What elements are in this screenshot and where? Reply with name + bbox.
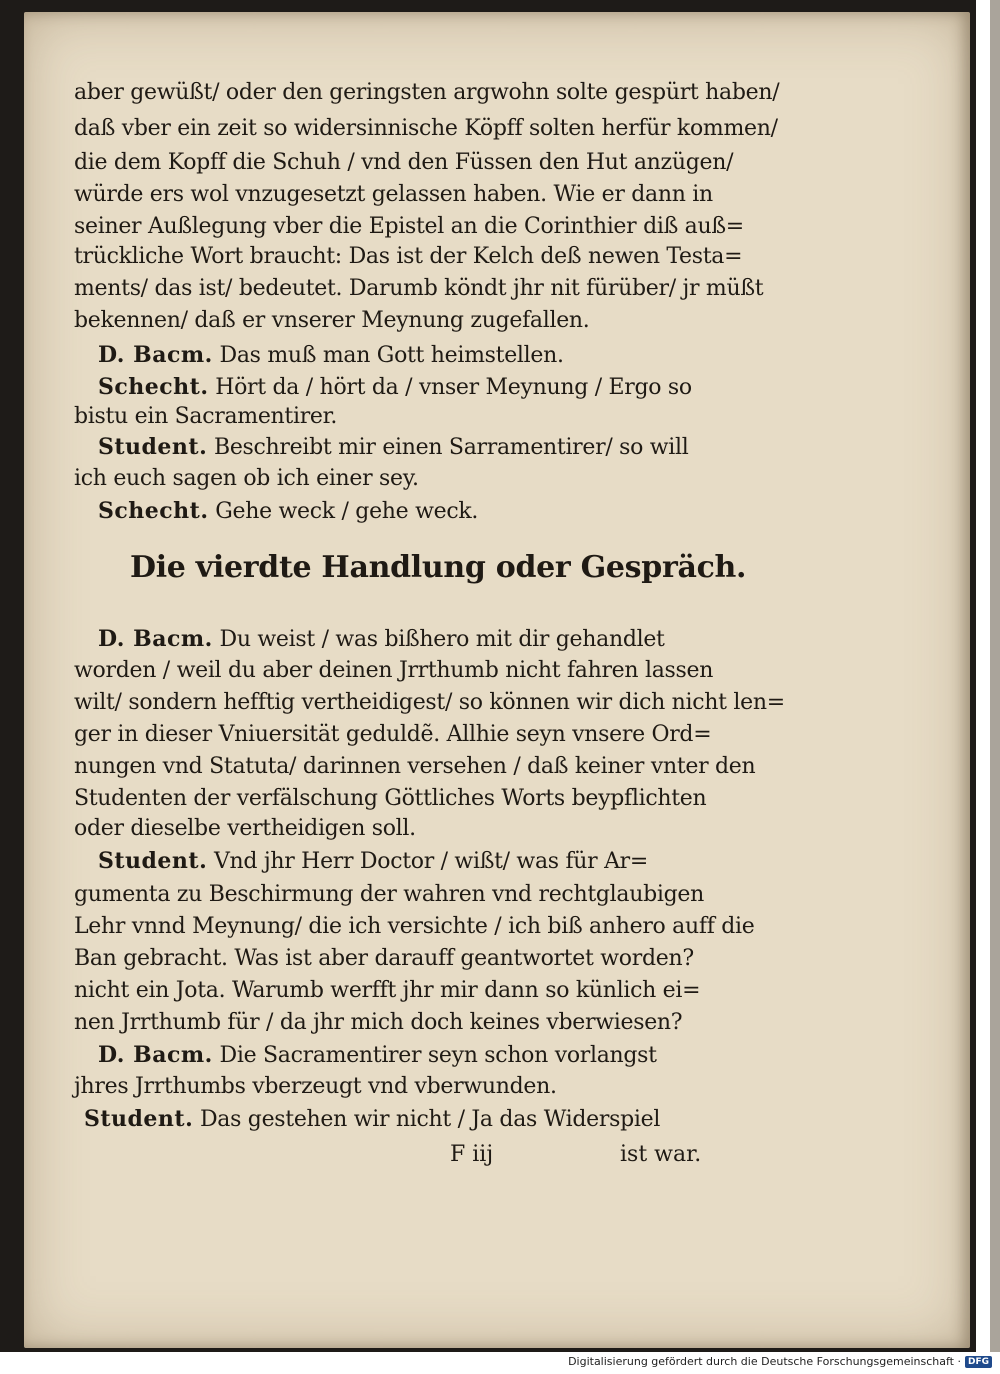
dialog-line: [84, 1104, 660, 1135]
dialog-line: [74, 814, 416, 844]
dialog-line: [98, 846, 648, 877]
dialog-text: worden / weil du aber deinen Jrrthumb nicht fahren lassen: [74, 658, 714, 683]
text-line: trückliche Wort braucht: Das ist der Kelch deß newen Testa=: [74, 244, 743, 269]
dialog-line: [74, 880, 704, 910]
dialog-text: Studenten der verfälschung Göttliches Worts beypflichten: [74, 786, 707, 811]
speaker-name: Schecht.: [98, 498, 209, 524]
dialog-text: ger in dieser Vniuersität geduldẽ. Allhie seyn vnsere Ord=: [74, 722, 712, 747]
signature-mark: F iij: [450, 1142, 494, 1167]
speaker-name: Student.: [98, 848, 208, 874]
speaker-name: Student.: [98, 434, 208, 460]
text-line: bekennen/ daß er vnserer Meynung zugefallen.: [74, 308, 590, 333]
dialog-text: Gehe weck / gehe weck.: [215, 499, 479, 524]
dialog-text: Ban gebracht. Was ist aber darauff geantwortet worden?: [74, 946, 694, 971]
speaker-name: D. Bacm.: [98, 1042, 213, 1068]
text-line: aber gewüßt/ oder den geringsten argwohn solte gespürt haben/: [74, 80, 780, 105]
dialog-text: Du weist / was bißhero mit dir gehandlet: [219, 627, 665, 652]
text-line: die dem Kopff die Schuh / vnd den Füssen den Hut anzügen/: [74, 150, 734, 175]
speaker-name: Schecht.: [98, 374, 209, 400]
text-line: seiner Außlegung vber die Epistel an die Corinthier diß auß=: [74, 214, 744, 239]
speaker-name: Student.: [84, 1106, 194, 1132]
text-line: daß vber ein zeit so widersinnische Köpff solten herfür kommen/: [74, 116, 778, 141]
dialog-line: [74, 912, 754, 942]
speaker-name: D. Bacm.: [98, 626, 213, 652]
dialog-line: [74, 784, 706, 814]
catchword: ist war.: [620, 1142, 702, 1167]
section-heading: Die vierdte Handlung oder Gespräch.: [130, 550, 747, 585]
dialog-text: wilt/ sondern hefftig vertheidigest/ so können wir dich nicht len=: [74, 690, 785, 715]
dialog-line: [98, 1040, 657, 1071]
dialog-line: [74, 1008, 682, 1038]
dialog-text: Das muß man Gott heimstellen.: [219, 343, 564, 368]
dialog-text: bistu ein Sacramentirer.: [74, 404, 338, 429]
dialog-text: Hört da / hört da / vnser Meynung / Ergo so: [215, 375, 692, 400]
dialog-text: Lehr vnnd Meynung/ die ich versichte / ich biß anhero auff die: [74, 914, 755, 939]
text-line: würde ers wol vnzugesetzt gelassen haben. Wie er dann in: [74, 182, 713, 207]
dialog-text: nicht ein Jota. Warumb werfft jhr mir dann so künlich ei=: [74, 978, 701, 1003]
dialog-text: Vnd jhr Herr Doctor / wißt/ was für Ar=: [213, 849, 649, 874]
dialog-line: [74, 688, 785, 718]
scan-edge: [990, 0, 1000, 1352]
text-line: ments/ das ist/ bedeutet. Darumb köndt jhr nit fürüber/ jr müßt: [74, 276, 764, 301]
dialog-line: [98, 372, 692, 403]
dialog-line: [74, 752, 755, 782]
dialog-text: Beschreibt mir einen Sarramentirer/ so will: [213, 435, 689, 460]
dialog-line: [98, 496, 478, 527]
dialog-text: jhres Jrrthumbs vberzeugt vnd vberwunden.: [74, 1074, 557, 1099]
dialog-line: [98, 432, 689, 463]
dialog-line: [74, 1072, 557, 1102]
dialog-text: nen Jrrthumb für / da jhr mich doch keines vberwiesen?: [74, 1010, 683, 1035]
funding-footer: [568, 1355, 992, 1368]
dialog-line: [74, 656, 713, 686]
dialog-text: oder dieselbe vertheidigen soll.: [74, 816, 416, 841]
footer-text: Digitalisierung gefördert durch die Deutsche Forschungsgemeinschaft ·: [568, 1355, 961, 1368]
dialog-line: [74, 976, 700, 1006]
dialog-line: [74, 944, 694, 974]
dialog-line: [98, 340, 564, 371]
dialog-text: nungen vnd Statuta/ darinnen versehen / daß keiner vnter den: [74, 754, 756, 779]
dfg-logo: DFG: [965, 1356, 992, 1368]
dialog-text: gumenta zu Beschirmung der wahren vnd rechtglaubigen: [74, 882, 704, 907]
dialog-line: [74, 402, 337, 432]
dialog-line: [74, 464, 419, 494]
speaker-name: D. Bacm.: [98, 342, 213, 368]
dialog-text: Die Sacramentirer seyn schon vorlangst: [219, 1043, 657, 1068]
dialog-line: [74, 720, 711, 750]
dialog-text: Das gestehen wir nicht / Ja das Widerspiel: [199, 1107, 661, 1132]
dialog-line: [98, 624, 665, 655]
dialog-text: ich euch sagen ob ich einer sey.: [74, 466, 419, 491]
